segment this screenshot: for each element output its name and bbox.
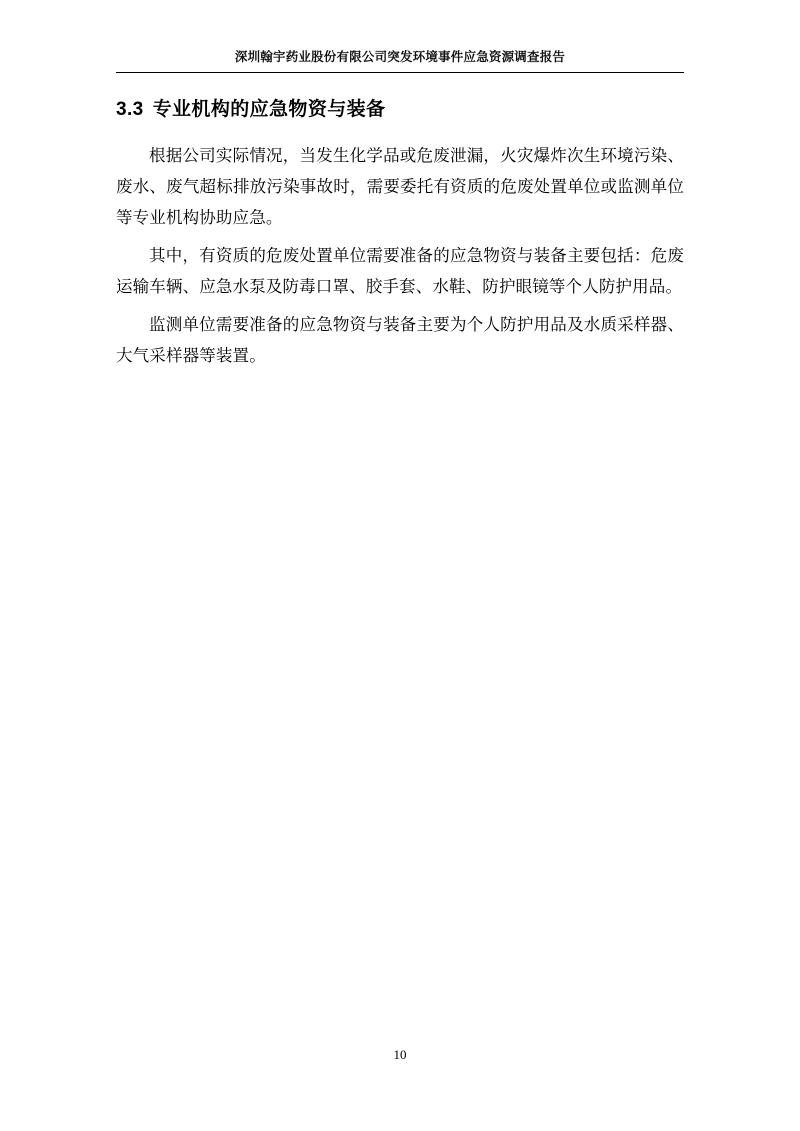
paragraph-1: 根据公司实际情况，当发生化学品或危废泄漏，火灾爆炸次生环境污染、废水、废气超标排放污染事故时，需要委托有资质的危废处置单位或监测单位等专业机构协助应急。 [116, 146, 684, 227]
header-divider [116, 72, 684, 73]
section-title: 专业机构的应急物资与装备 [152, 99, 386, 120]
header-title: 深圳翰宇药业股份有限公司突发环境事件应急资源调查报告 [234, 50, 566, 64]
page-content [116, 96, 684, 378]
paragraph-2: 其中，有资质的危废处置单位需要准备的应急物资与装备主要包括：危废运输车辆、应急水泵及防毒口罩、胶手套、水鞋、防护眼镜等个人防护用品。 [116, 246, 684, 296]
section-heading [116, 96, 684, 124]
section-number: 3.3 [116, 99, 144, 120]
page-number: 10 [393, 1047, 407, 1062]
page-header [116, 48, 684, 66]
paragraph-3: 监测单位需要准备的应急物资与装备主要为个人防护用品及水质采样器、大气采样器等装置。 [116, 315, 684, 365]
page-footer [0, 1046, 800, 1064]
